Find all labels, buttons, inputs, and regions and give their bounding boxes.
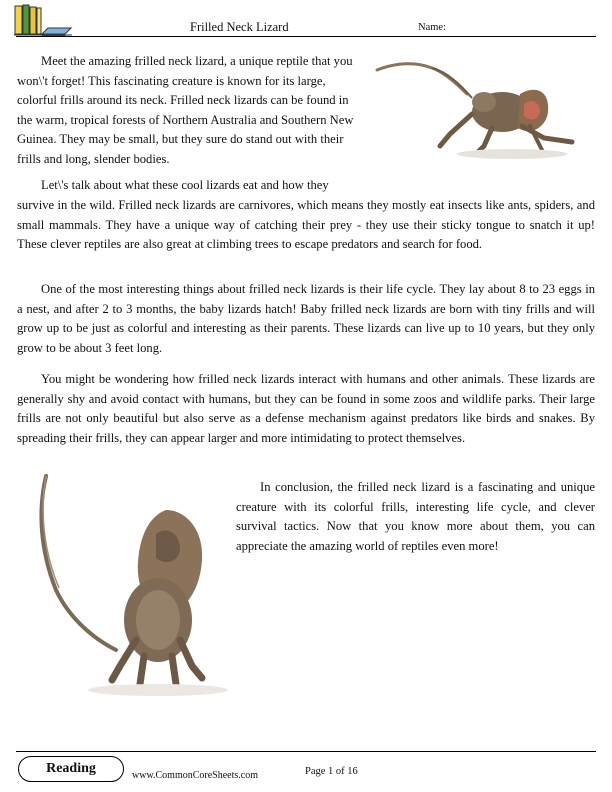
page-header	[0, 0, 612, 40]
frilled-lizard-photo-top	[372, 54, 587, 164]
header-divider	[16, 36, 596, 37]
diet-paragraph: survive in the wild. Frilled neck lizards are carnivores, which means they mostly eat insects like ants, spiders, and small mammals. They have a unique way of catching their prey - they use their sticky tongue to snatch it up! These clever reptiles are also great at climbing trees to escape predators and search for food.	[17, 198, 595, 252]
frilled-lizard-photo-bottom	[16, 470, 232, 700]
reading-badge: Reading	[18, 756, 124, 782]
intro-paragraph: Meet the amazing frilled neck lizard, a unique reptile that you won\'t forget! This fascinating creature is known for its large, colorful frills around its neck. Frilled neck lizards can be found in the warm, tropical forests of Northern Australia and Southern New Guinea. They may be small, but they sure do stand out with their frills and long, slender bodies.	[17, 54, 354, 166]
life-cycle-paragraph: One of the most interesting things about frilled neck lizards is their life cycle. They lay about 8 to 23 eggs in a nest, and after 2 to 3 months, the baby lizards hatch! Baby frilled neck lizards are born with tiny frills and will grow up to be just as colorful and interesting as their parents. These lizards can live up to 10 years, but they only grow to be about 3 feet long.	[17, 282, 595, 355]
page-title: Frilled Neck Lizard	[190, 20, 289, 34]
name-label: Name:	[418, 22, 446, 33]
footer-divider	[16, 751, 596, 752]
books-logo-icon	[14, 4, 72, 36]
footer-website-link[interactable]: www.CommonCoreSheets.com	[132, 770, 259, 781]
page-number: Page 1 of 16	[305, 766, 358, 777]
conclusion-paragraph: In conclusion, the frilled neck lizard is a fascinating and unique creature with its colorful frills, interesting life cycle, and clever survival tactics. Now that you know more about them, you can appreciate the amazing world of reptiles even more!	[236, 480, 595, 553]
interaction-paragraph: You might be wondering how frilled neck lizards interact with humans and other animals. These lizards are generally shy and avoid contact with humans, but they can be found in some zoos and wildlife parks. Their large frills are not only beautiful but also serve as a defense mechanism against predators like birds and snakes. By spreading their frills, they can appear larger and more intimidating to protect themselves.	[17, 372, 595, 445]
diet-paragraph-first-line: Let\'s talk about what these cool lizards eat and how they	[41, 178, 329, 192]
